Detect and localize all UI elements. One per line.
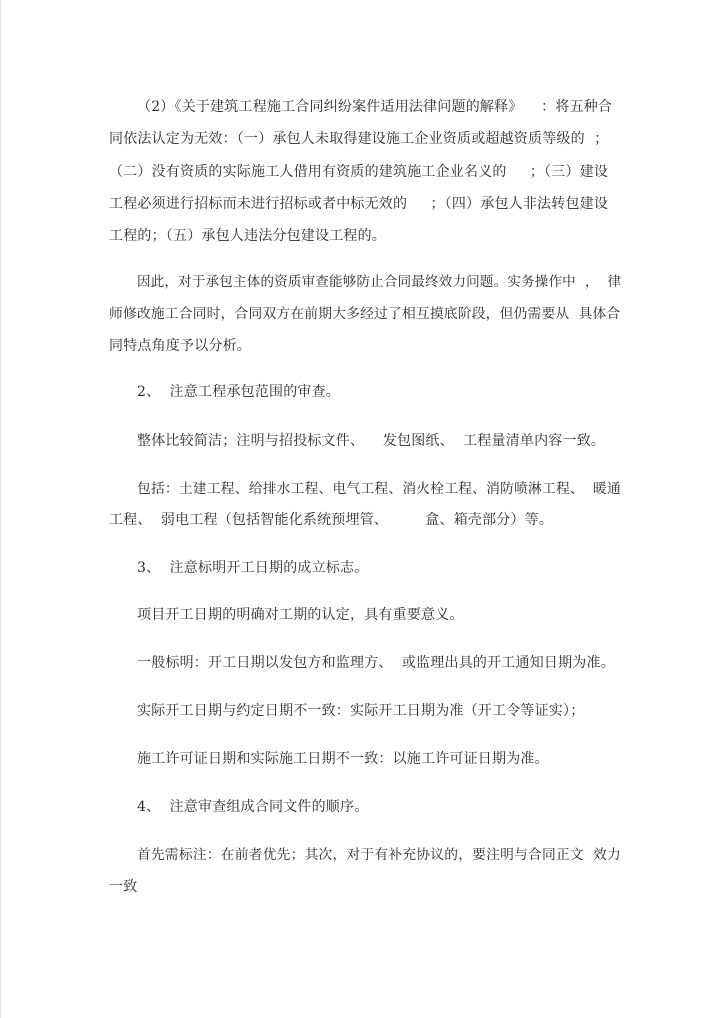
text-line: 包括：土建工程、给排水工程、电气工程、消火栓工程、消防喷淋工程、 暖通 bbox=[137, 481, 621, 497]
text-line: 项目开工日期的明确对工期的认定，具有重要意义。 bbox=[137, 607, 464, 623]
text-line: 首先需标注：在前者优先；其次，对于有补充协议的，要注明与合同正文 效力 bbox=[137, 847, 621, 863]
text-line: （2）《关于建筑工程施工合同纠纷案件适用法律问题的解释》 ：将五种合 bbox=[137, 99, 613, 115]
text-line: 工程的；（五）承包人违法分包建设工程的。 bbox=[109, 228, 386, 244]
text-line: 同特点角度予以分析。 bbox=[109, 338, 251, 354]
text-line: 一般标明：开工日期以发包方和监理方、 或监理出具的开工通知日期为准。 bbox=[137, 655, 615, 671]
text-line: 因此，对于承包主体的资质审查能够防止合同最终效力问题。实务操作中 ， 律 bbox=[137, 274, 622, 290]
section-heading: 2、 注意工程承包范围的审查。 bbox=[137, 384, 341, 400]
text-line: 工程、 弱电工程（包括智能化系统预埋管、 盒、箱壳部分）等。 bbox=[109, 512, 554, 528]
section-heading: 4、 注意审查组成合同文件的顺序。 bbox=[137, 799, 369, 815]
text-line: 施工许可证日期和实际施工日期不一致：以施工许可证日期为准。 bbox=[137, 751, 549, 767]
text-line: 实际开工日期与约定日期不一致：实际开工日期为准（开工令等证实）； bbox=[137, 703, 585, 719]
text-line: 工程必须进行招标而未进行招标或者中标无效的 ；（四）承包人非法转包建设 bbox=[109, 196, 609, 212]
text-line: 整体比较简洁；注明与招投标文件、 发包图纸、 工程量清单内容一致。 bbox=[137, 433, 606, 449]
text-line: 一致 bbox=[109, 879, 138, 895]
section-heading: 3、 注意标明开工日期的成立标志。 bbox=[137, 560, 369, 576]
text-line: 同依法认定为无效：（一）承包人未取得建设施工企业资质或超越资质等级的 ； bbox=[109, 131, 609, 147]
text-line: （二）没有资质的实际施工人借用有资质的建筑施工企业名义的 ；（三）建设 bbox=[109, 164, 609, 180]
text-line: 师修改施工合同时，合同双方在前期大多经过了相互摸底阶段，但仍需要从 具体合 bbox=[109, 306, 621, 322]
